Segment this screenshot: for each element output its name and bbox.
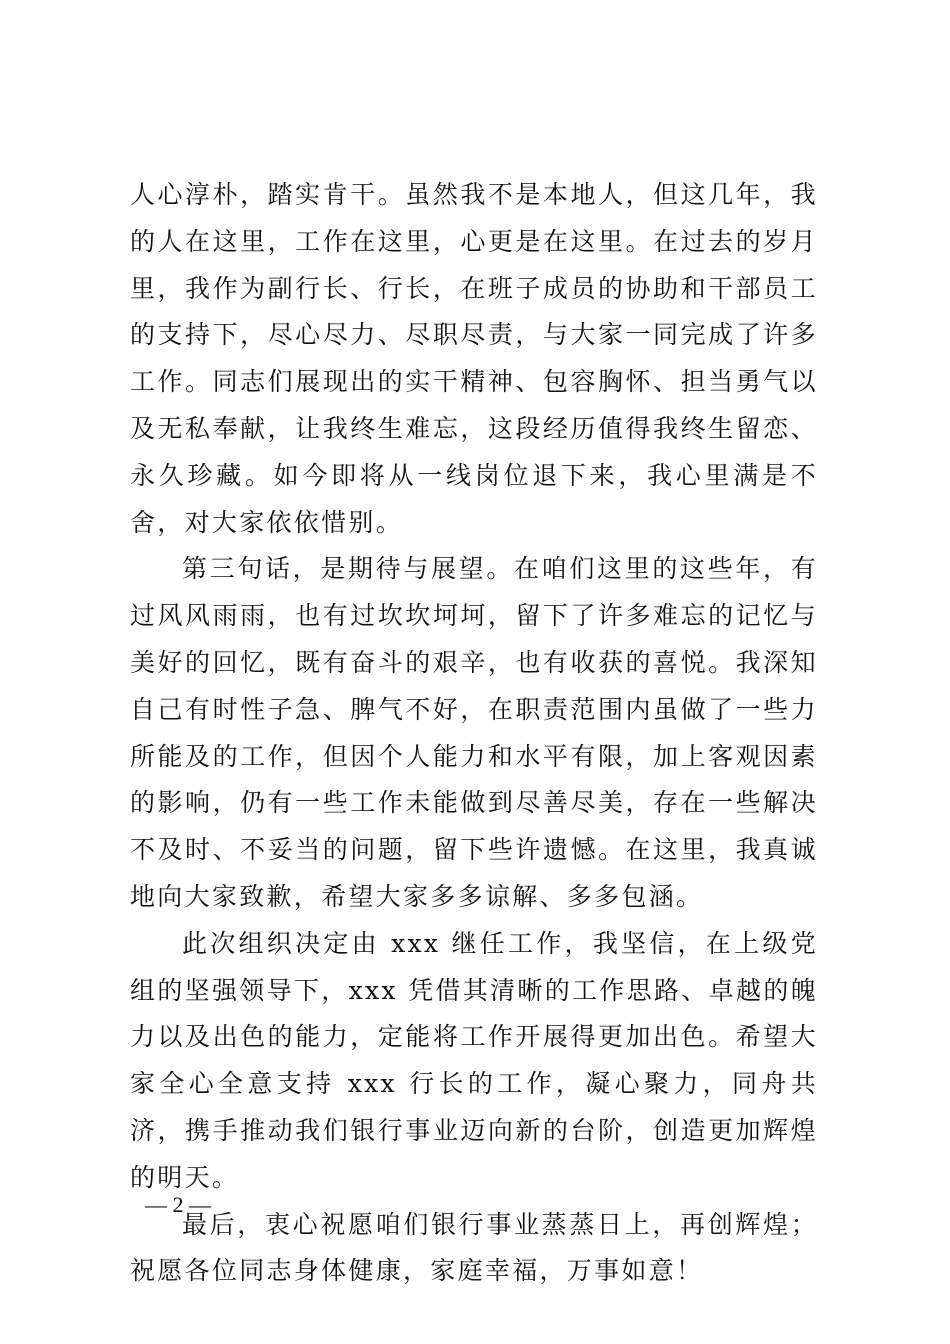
paragraph-1: 人心淳朴，踏实肯干。虽然我不是本地人，但这几年，我的人在这里，工作在这里，心更是在这里。在过去的岁月里，我作为副行长、行长，在班子成员的协助和干部员工的支持下，尽心尽力、尽职尽责，与大家一同完成了许多工作。同志们展现出的实干精神、包容胸怀、担当勇气以及无私奉献，让我终生难忘，这段经历值得我终生留恋、永久珍藏。如今即将从一线岗位退下来，我心里满是不舍，对大家依依惜别。 [130, 180, 818, 537]
paragraph-3: 此次组织决定由 xxx 继任工作，我坚信，在上级党组的坚强领导下，xxx 凭借其清晰的工作思路、卓越的魄力以及出色的能力，定能将工作开展得更加出色。希望大家全心全意支持 xxx 行长的工作，凝心聚力，同舟共济，携手推动我们银行事业迈向新的台阶，创造更加辉煌的明天。 [130, 928, 818, 1192]
page-number: — 2 — [145, 1192, 211, 1217]
paragraph-2: 第三句话，是期待与展望。在咱们这里的这些年，有过风风雨雨，也有过坎坎坷坷，留下了许多难忘的记忆与美好的回忆，既有奋斗的艰辛，也有收获的喜悦。我深知自己有时性子急、脾气不好，在职责范围内虽做了一些力所能及的工作，但因个人能力和水平有限，加上客观因素的影响，仍有一些工作未能做到尽善尽美，存在一些解决不及时、不妥当的问题，留下些许遗憾。在这里，我真诚地向大家致歉，希望大家多多谅解、多多包涵。 [130, 554, 818, 911]
paragraph-4: 最后，衷心祝愿咱们银行事业蒸蒸日上，再创辉煌；祝愿各位同志身体健康，家庭幸福，万事如意！ [130, 1209, 818, 1286]
document-body [130, 172, 818, 1295]
